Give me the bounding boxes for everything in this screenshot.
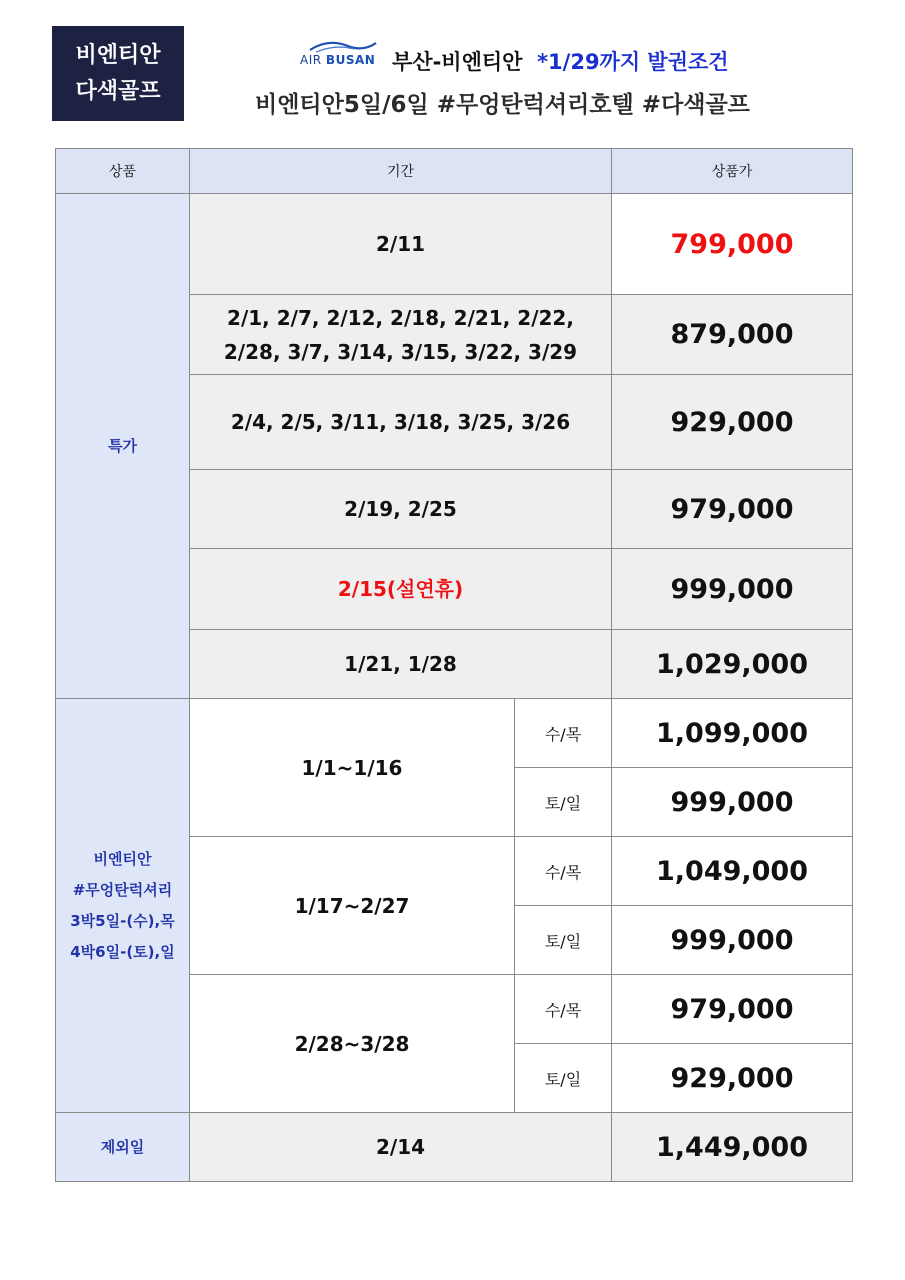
category-line: 비엔티안 <box>93 849 152 868</box>
price-cell: 999,000 <box>612 906 853 975</box>
badge-line-2: 다색골프 <box>75 78 161 104</box>
header-route: 부산-비엔티안 <box>392 50 523 74</box>
price-cell: 979,000 <box>612 975 853 1044</box>
price-cell: 999,000 <box>612 768 853 837</box>
price-cell: 879,000 <box>612 295 853 375</box>
period-cell: 2/4, 2/5, 3/11, 3/18, 3/25, 3/26 <box>190 375 612 470</box>
column-header-product: 상품 <box>56 149 190 194</box>
title-badge <box>52 26 184 121</box>
header-condition: *1/29까지 발권조건 <box>537 50 729 74</box>
price-cell: 979,000 <box>612 470 853 549</box>
category-excluded: 제외일 <box>56 1113 190 1182</box>
period-cell: 1/21, 1/28 <box>190 630 612 699</box>
price-cell: 1,099,000 <box>612 699 853 768</box>
price-cell: 1,449,000 <box>612 1113 853 1182</box>
table-row <box>56 1113 853 1182</box>
price-cell: 1,029,000 <box>612 630 853 699</box>
column-header-period: 기간 <box>190 149 612 194</box>
price-cell: 929,000 <box>612 375 853 470</box>
day-cell: 수/목 <box>515 699 612 768</box>
day-cell: 수/목 <box>515 837 612 906</box>
header-title <box>392 46 729 76</box>
period-cell: 1/1~1/16 <box>190 699 515 837</box>
period-cell: 1/17~2/27 <box>190 837 515 975</box>
day-cell: 토/일 <box>515 1044 612 1113</box>
table-header-row <box>56 149 853 194</box>
column-header-price: 상품가 <box>612 149 853 194</box>
price-cell: 999,000 <box>612 549 853 630</box>
header-subtitle: 비엔티안5일/6일 #무엉탄럭셔리호텔 #다색골프 <box>255 92 750 118</box>
air-busan-logo <box>298 40 380 70</box>
logo-air-text: AIR <box>300 53 322 67</box>
period-line: 2/1, 2/7, 2/12, 2/18, 2/21, 2/22, <box>227 305 574 330</box>
period-cell: 2/19, 2/25 <box>190 470 612 549</box>
category-line: #무엉탄럭셔리 <box>72 880 173 899</box>
logo-wave-icon <box>308 40 378 54</box>
period-cell: 2/14 <box>190 1113 612 1182</box>
price-cell: 929,000 <box>612 1044 853 1113</box>
category-regular <box>56 699 190 1113</box>
period-line: 2/28, 3/7, 3/14, 3/15, 3/22, 3/29 <box>223 339 578 364</box>
table-row <box>56 194 853 295</box>
price-cell-highlight: 799,000 <box>612 194 853 295</box>
category-line: 3박5일-(수),목 <box>70 911 175 930</box>
category-line: 4박6일-(토),일 <box>70 942 175 961</box>
period-cell: 2/11 <box>190 194 612 295</box>
badge-line-1: 비엔티안 <box>75 42 161 68</box>
table-row <box>56 699 853 768</box>
day-cell: 토/일 <box>515 768 612 837</box>
price-table <box>55 148 853 1182</box>
day-cell: 토/일 <box>515 906 612 975</box>
period-cell-holiday: 2/15(설연휴) <box>190 549 612 630</box>
price-cell: 1,049,000 <box>612 837 853 906</box>
period-cell: 2/28~3/28 <box>190 975 515 1113</box>
logo-busan-text: BUSAN <box>325 53 376 67</box>
category-special: 특가 <box>56 194 190 699</box>
period-cell <box>190 295 612 375</box>
day-cell: 수/목 <box>515 975 612 1044</box>
